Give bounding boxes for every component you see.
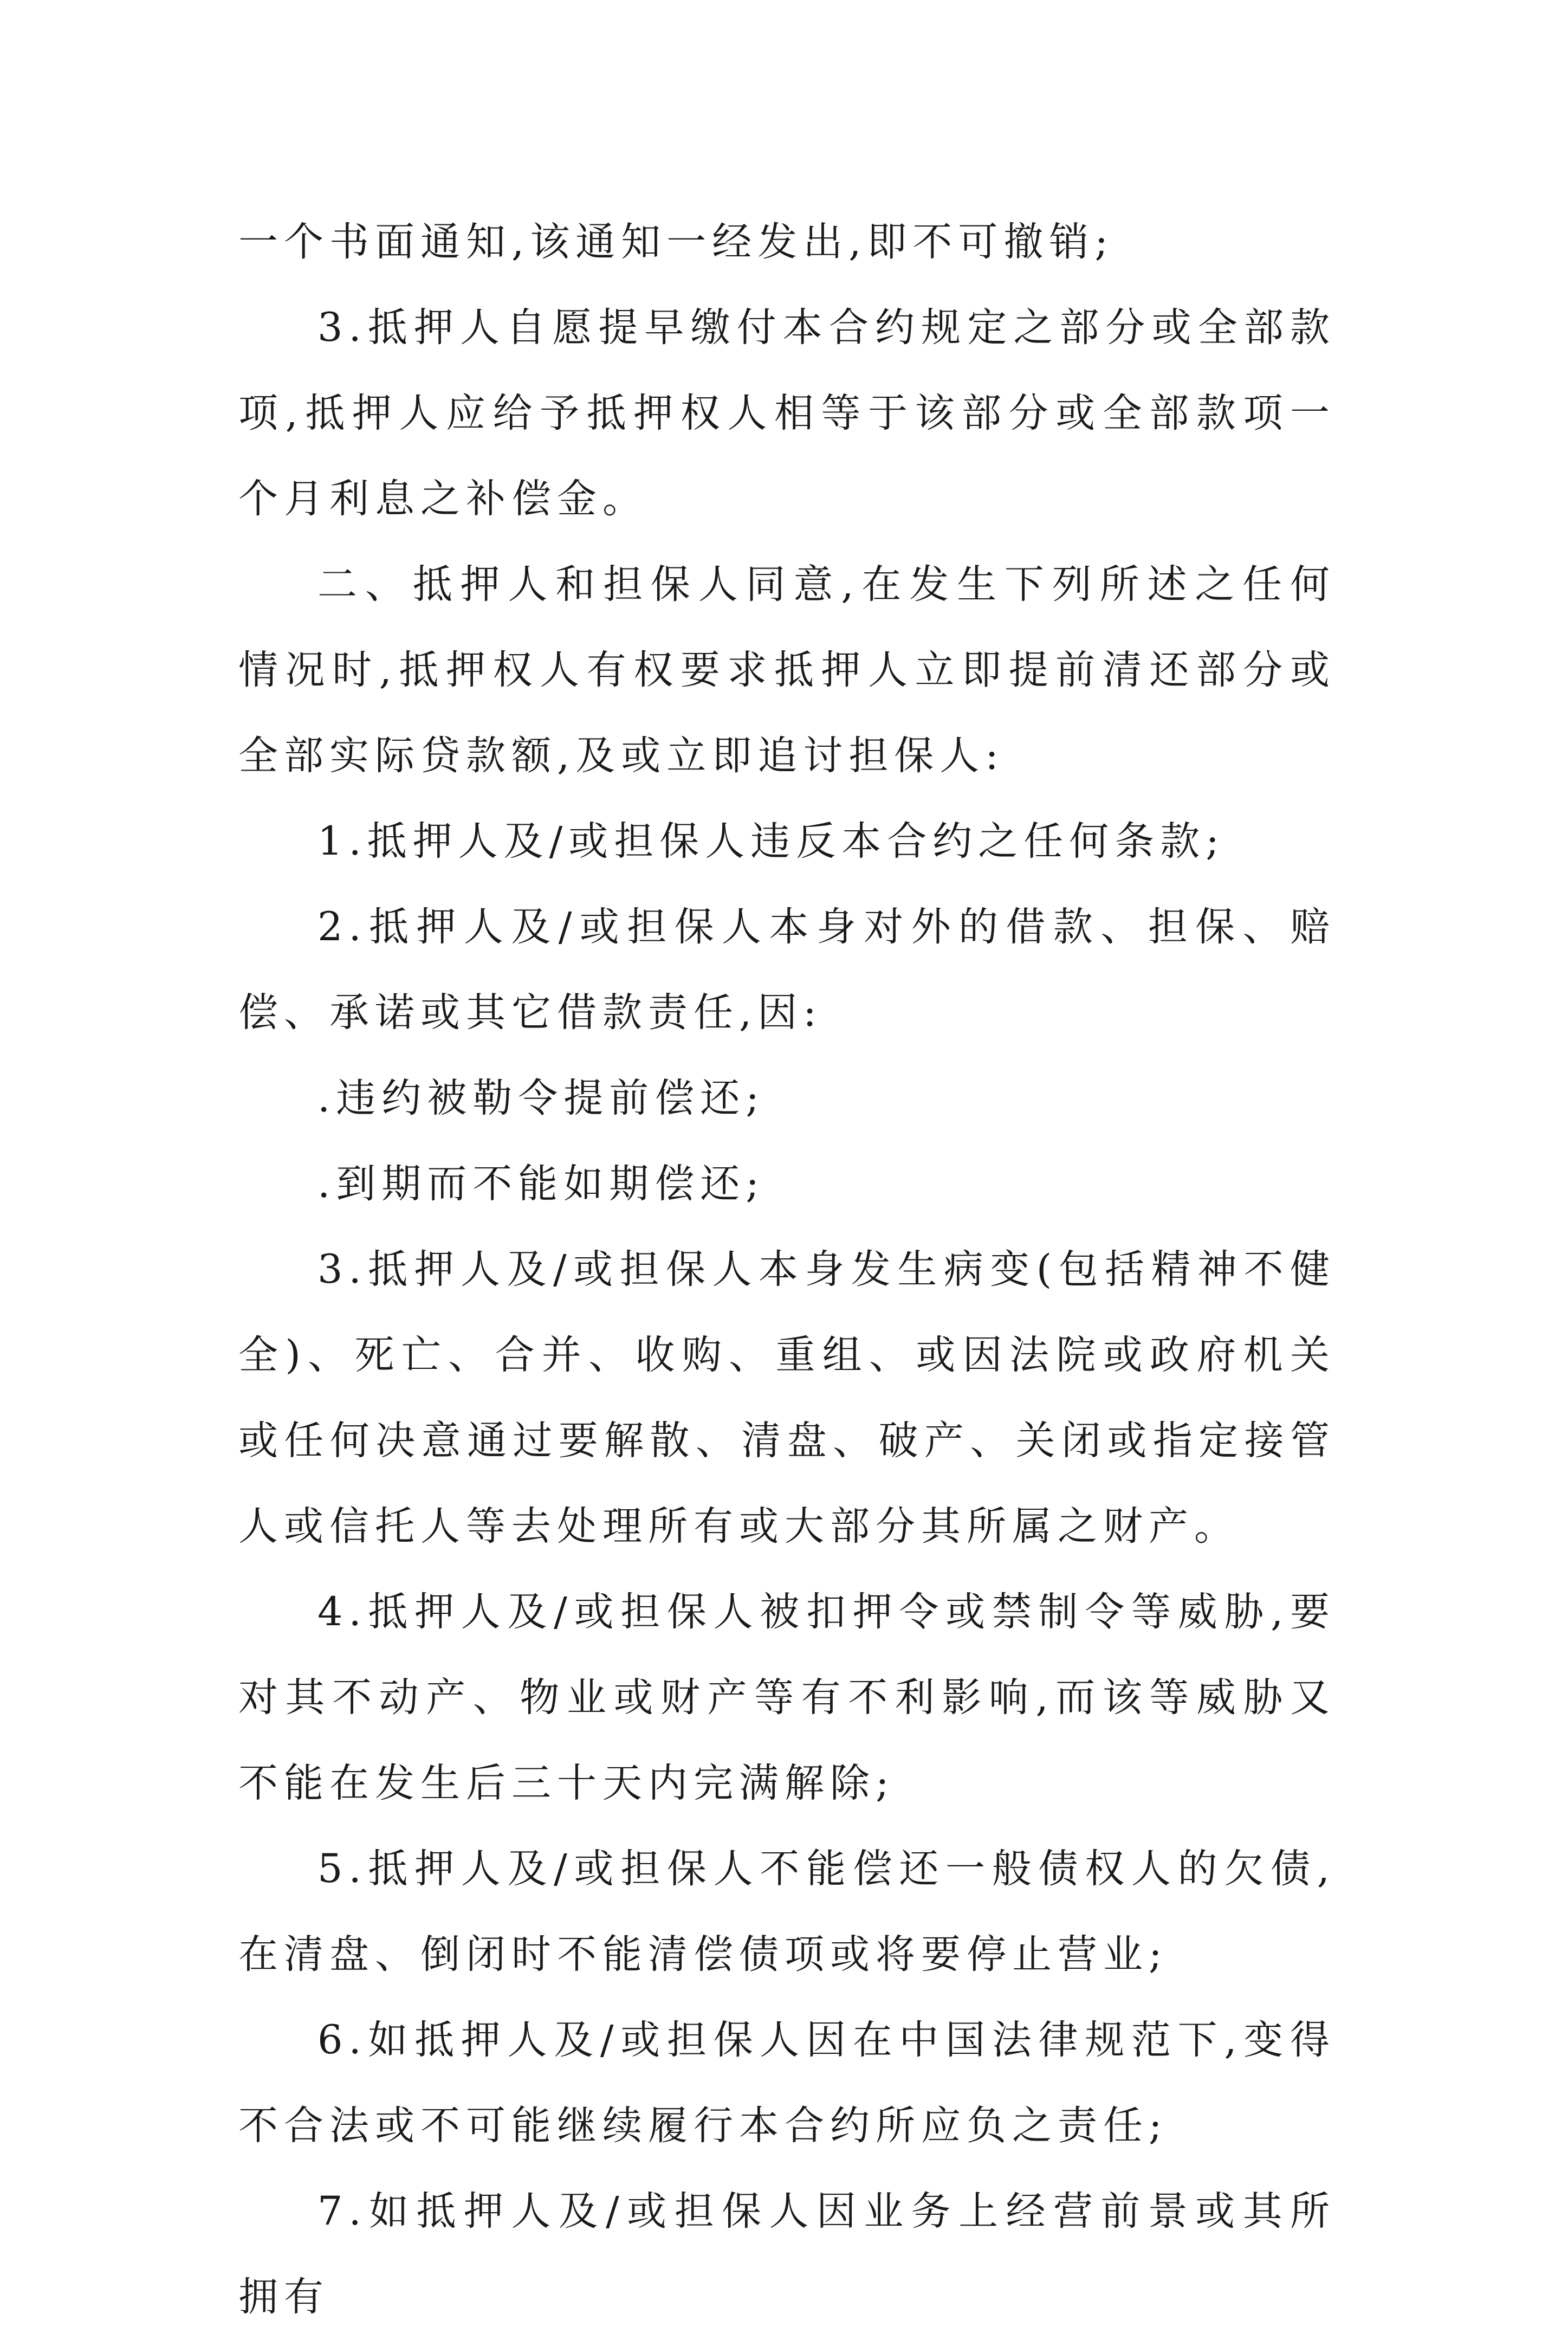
paragraph: 2.抵押人及/或担保人本身对外的借款、担保、赔偿、承诺或其它借款责任,因: [238,904,1336,1036]
paragraph: .违约被勒令提前偿还; [318,1075,765,1121]
paragraph: 一个书面通知,该通知一经发出,即不可撤销; [238,219,1115,265]
paragraph: 3.抵押人及/或担保人本身发生病变(包括精神不健全)、死亡、合并、收购、重组、或因法院或政府机关或任何决意通过要解散、清盘、破产、关闭或指定接管人或信托人等去处理所有或大部分其所属之财产。 [238,1246,1336,1549]
document-body [238,199,1336,2340]
paragraph: 7.如抵押人及/或担保人因业务上经营前景或其所拥有 [238,2188,1336,2320]
paragraph: 4.抵押人及/或担保人被扣押令或禁制令等威胁,要对其不动产、物业或财产等有不利影响,而该等威胁又不能在发生后三十天内完满解除; [238,1589,1336,1806]
paragraph: 1.抵押人及/或担保人违反本合约之任何条款; [318,818,1225,864]
paragraph: 3.抵押人自愿提早缴付本合约规定之部分或全部款项,抵押人应给予抵押权人相等于该部分或全部款项一个月利息之补偿金。 [238,305,1336,522]
paragraph: 5.抵押人及/或担保人不能偿还一般债权人的欠债,在清盘、倒闭时不能清偿债项或将要停止营业; [238,1846,1336,1977]
paragraph: .到期而不能如期偿还; [318,1161,765,1207]
paragraph: 6.如抵押人及/或担保人因在中国法律规范下,变得不合法或不可能继续履行本合约所应负之责任; [238,2017,1336,2149]
paragraph: 二、抵押人和担保人同意,在发生下列所述之任何情况时,抵押权人有权要求抵押人立即提前清还部分或全部实际贷款额,及或立即追讨担保人: [238,561,1336,779]
